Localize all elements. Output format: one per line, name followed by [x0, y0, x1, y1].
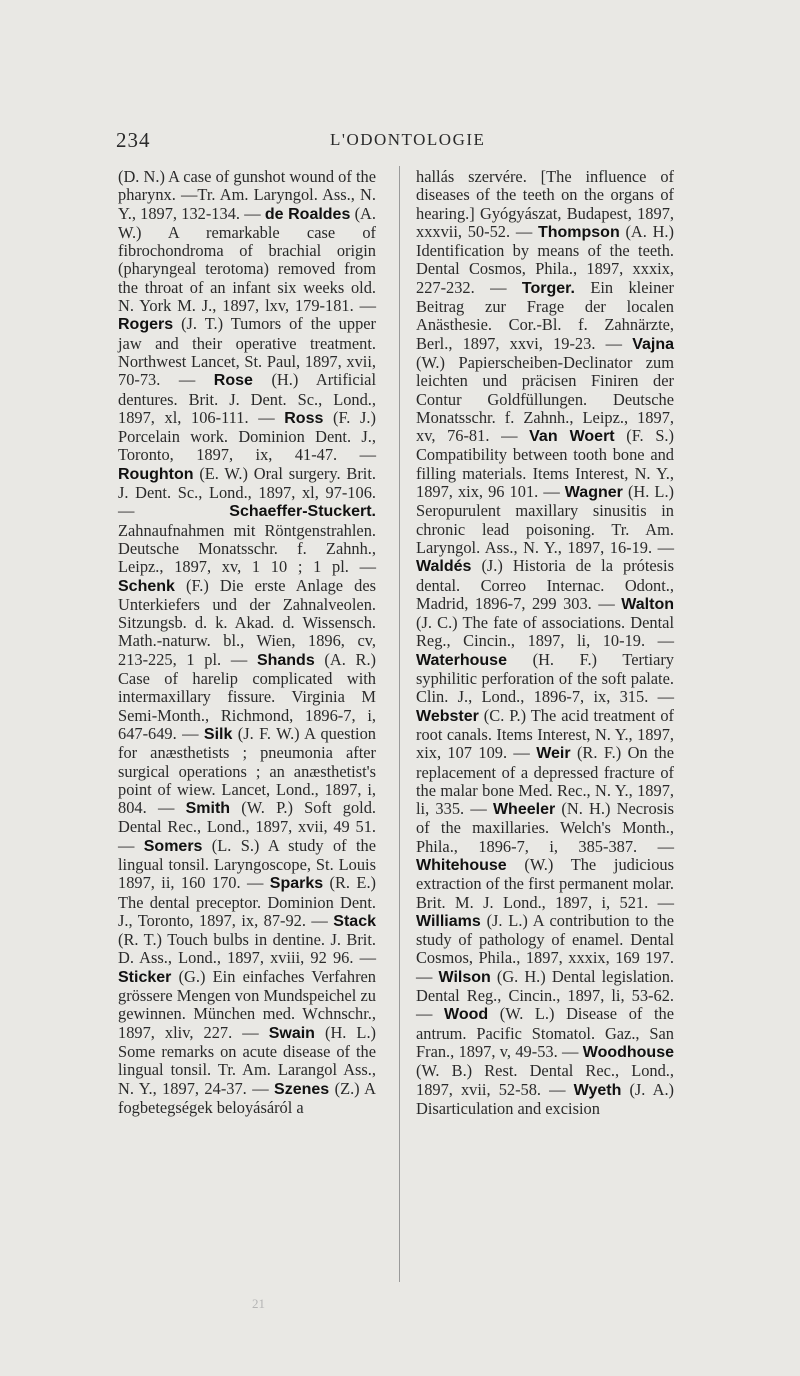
entry-text: (G.) Ein einfaches Verfahren grössere Mengen von Mundspeichel zu gewinnen. München med. Wchnschr., 1897, xliv, 227. — — [118, 966, 376, 1042]
entry-text: (G. H.) Dental legislation. Dental Reg., Cincin., 1897, li, 53-62. — — [416, 966, 674, 1024]
author-name: Smith — [185, 800, 231, 818]
running-title: L'ODONTOLOGIE — [330, 130, 486, 149]
entry-text: (J. A.) Disarticulation and excision — [416, 1079, 674, 1118]
entry-text: (J.) Historia de la prótesis dental. Correo Internac. Odont., Madrid, 1896-7, 299 303. — — [416, 556, 674, 613]
author-name: Williams — [416, 912, 481, 930]
author-name: Woodhouse — [582, 1043, 674, 1061]
author-name: Waldés — [416, 558, 472, 576]
bibliography-entry — [416, 650, 674, 707]
author-name: Whitehouse — [416, 856, 507, 874]
left-column — [118, 168, 376, 1117]
entry-text: (F. J.) Porcelain work. Dominion Dent. J., Toronto, 1897, ix, 41-47. — — [118, 407, 376, 465]
author-name: Sticker — [118, 968, 172, 986]
author-name: Sparks — [269, 875, 324, 893]
entry-text: (W.) The judicious extraction of the first permanent molar. Brit. M. J. Lond., 1897, i, 521. — — [416, 854, 674, 912]
entry-text: (W. L.) Disease of the antrum. Pacific Stomatol. Gaz., San Fran., 1897, v, 49-53. — — [416, 1004, 674, 1061]
author-name: Wheeler — [492, 801, 556, 819]
author-name: Torger. — [521, 279, 575, 297]
author-name: Van Woert — [529, 428, 615, 446]
entry-text: (A. R.) Case of harelip complicated with intermaxillary fissure. Virginia M Semi-Month., Richmond, 1896-7, i, 647-649. — — [118, 649, 376, 743]
printer-signature-mark: 21 — [252, 1296, 265, 1311]
page-header — [116, 128, 676, 152]
author-name: Walton — [621, 595, 674, 613]
entry-text: Ein kleiner Beitrag zur Frage der localen Anästhesie. Cor.-Bl. f. Zahnärzte, Berl., 1897, xxvi, 19-23. — — [416, 277, 674, 353]
entry-text: (R. T.) Touch bulbs in dentine. J. Brit. D. Ass., Lond., 1897, xviii, 92 96. — — [118, 930, 376, 968]
author-name: Somers — [143, 837, 203, 855]
author-name: Shands — [256, 651, 315, 669]
entry-text: (H. F.) Tertiary syphilitic perforation of the soft palate. Clin. J., Lond., 1896-7, ix, 315. — — [416, 649, 674, 707]
entry-text: (J. T.) Tumors of the upper jaw and their operative treatment. Northwest Lancet, St. Paul, 1897, xvii, 70-73. — — [118, 314, 376, 390]
right-column — [416, 168, 674, 1118]
author-name: Szenes — [274, 1080, 330, 1098]
author-name: Schenk — [118, 577, 175, 595]
entry-text: (N. H.) Necrosis of the maxillaries. Welch's Month., Phila., 1896-7, i, 385-387. — — [416, 799, 674, 856]
author-name: Thompson — [537, 223, 620, 241]
column-divider — [399, 166, 400, 1282]
entry-text: (R. F.) On the replacement of a depressed fracture of the malar bone Med. Rec., N. Y., 1897, li, 335. — — [416, 743, 674, 819]
entry-text: (C. P.) The acid treatment of root canals. Items Interest, N. Y., 1897, xix, 107 109. — — [416, 705, 674, 763]
author-name: Waterhouse — [416, 651, 507, 669]
entry-text: (A. H.) Identification by means of the teeth. Dental Cosmos, Phila., 1897, xxxix, 227-232. — — [416, 221, 674, 297]
page-number: 234 — [116, 128, 151, 152]
entry-text: (H. L.) Seropurulent maxillary sinusitis in chronic lead poisoning. Tr. Am. Laryngol. Ass., N. Y., 1897, 16-19. — — [416, 482, 674, 557]
author-name: Swain — [268, 1024, 315, 1042]
author-name: Weir — [536, 745, 571, 763]
entry-text: (Z.) A fogbetegségek beloyásáról a — [118, 1078, 376, 1117]
entry-text: (J. C.) The fate of associations. Dental Reg., Cincin., 1897, li, 10-19. — — [416, 613, 674, 651]
entry-text: hallás szervére. [The influence of diseases of the teeth on the organs of hearing.] Gyógyászat, Budapest, 1897, xxxvii, 50-52. — — [416, 167, 674, 241]
author-name: Silk — [203, 725, 233, 743]
author-name: Wood — [444, 1006, 489, 1024]
entry-text: (R. E.) The dental preceptor. Dominion Dent. J., Toronto, 1897, ix, 87-92. — — [118, 873, 376, 930]
entry-text: (E. W.) Oral surgery. Brit. J. Dent. Sc., Lond., 1897, xl, 97-106. — — [118, 463, 376, 521]
author-name: Rogers — [118, 316, 174, 334]
entry-text: (W. P.) Soft gold. Dental Rec., Lond., 1897, xvii, 49 51. — — [118, 798, 376, 855]
author-name: Wagner — [564, 484, 623, 502]
entry-text: (W. B.) Rest. Dental Rec., Lond., 1897, xvii, 52-58. — — [416, 1061, 674, 1099]
author-name: Ross — [284, 409, 324, 427]
author-name: Wilson — [438, 968, 491, 986]
author-name: Webster — [416, 707, 479, 725]
entry-text: (F.) Die erste Anlage des Unterkiefers und der Zahnalveolen. Sitzungsb. d. k. Akad. d. Wissensch. Math.-naturw. bl., Wien, 1896, cv, 213-225, 1 pl. — — [118, 575, 376, 669]
author-name: Vajna — [632, 335, 674, 353]
author-name: de Roaldes — [264, 205, 351, 223]
entry-text: (J. L.) A contribution to the study of pathology of enamel. Dental Cosmos, Phila., 1897, xxxix, 169 197. — — [416, 910, 674, 986]
entry-text: (J. F. W.) A question for anæsthetists ; pneumonia after surgical operations ; an anæsthetist's point of wiew. Lancet, Lond., 1897, i, 804. — — [118, 723, 376, 818]
entry-text: (H. L.) Some remarks on acute disease of the lingual tonsil. Tr. Am. Larangol Ass., N. Y., 1897, 24-37. — — [118, 1022, 377, 1098]
entry-text: (L. S.) A study of the lingual tonsil. Laryngoscope, St. Louis 1897, ii, 160 170. — — [118, 835, 376, 893]
author-name: Roughton — [118, 465, 194, 483]
entry-text: Zahnaufnahmen mit Röntgenstrahlen. Deutsche Monatsschr. f. Zahnh., Leipz., 1897, xv, 1 10 ; 1 pl. — — [118, 520, 376, 577]
bibliography-entry — [416, 855, 674, 912]
entry-text: (D. N.) A case of gunshot wound of the pharynx. —Tr. Am. Laryngol. Ass., N. Y., 1897, 132-134. — — [118, 167, 376, 223]
author-name: Rose — [213, 372, 253, 390]
author-name: Schaeffer-Stuckert. — [229, 503, 376, 521]
author-name: Wyeth — [573, 1081, 622, 1099]
entry-text: (F. S.) Compatibility between tooth bone and filling materials. Items Interest, N. Y., 1897, xix, 96 101. — — [416, 426, 674, 502]
entry-text: (H.) Artificial dentures. Brit. J. Dent. Sc., Lond., 1897, xl, 106-111. — — [118, 370, 376, 427]
entry-text: (A. W.) A remarkable case of fibrochondroma of brachial origin (pharyngeal terotoma) removed from the throat of an infant six weeks old. N. York M. J., 1897, lxv, 179-181. — — [118, 203, 376, 316]
entry-text: (W.) Papierscheiben-Declinator zum leichten und präcisen Finiren der Contur Goldfüllungen. Deutsche Monatsschr. f. Zahnh., Leipz., 1897, xv, 76-81. — — [416, 352, 674, 446]
author-name: Stack — [333, 912, 376, 930]
